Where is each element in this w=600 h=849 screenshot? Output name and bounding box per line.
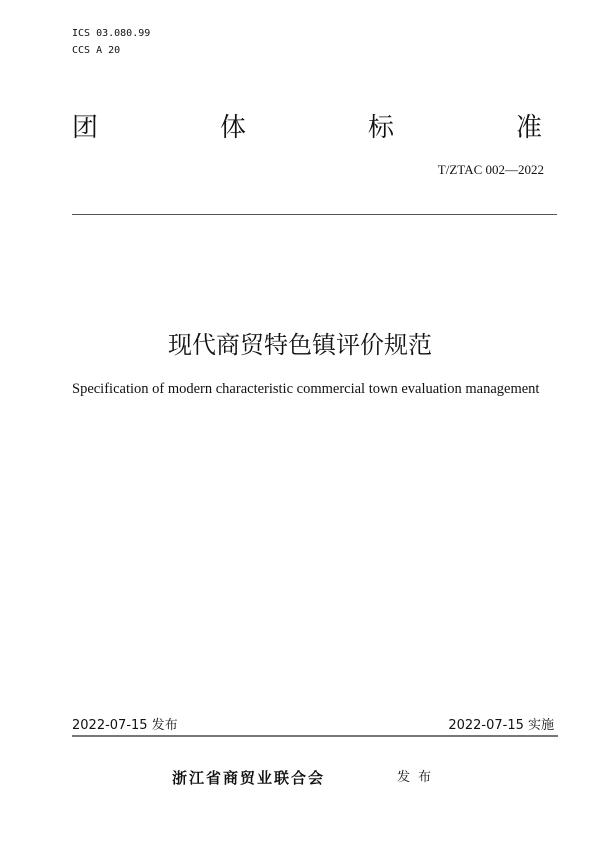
standard-type-heading — [72, 110, 542, 146]
top-divider — [72, 214, 557, 215]
standard-type-char: 标 — [367, 113, 394, 143]
bottom-divider — [72, 735, 558, 737]
standard-type-char: 团 — [72, 113, 99, 143]
standard-code: T/ZTAC 002—2022 — [437, 162, 544, 177]
publish-date: 2022-07-15 发布 — [72, 718, 178, 733]
standard-type-char: 准 — [515, 113, 542, 143]
implement-date: 2022-07-15 实施 — [448, 718, 554, 733]
standard-type-char: 体 — [219, 113, 246, 143]
publish-label: 发布 — [397, 770, 440, 785]
ccs-code: CCS A 20 — [72, 45, 121, 56]
chinese-title: 现代商贸特色镇评价规范 — [168, 331, 432, 359]
english-title: Specification of modern characteristic commercial town evaluation management — [72, 381, 540, 397]
publisher-name: 浙江省商贸业联合会 — [172, 769, 326, 787]
ics-code: ICS 03.080.99 — [72, 28, 151, 39]
